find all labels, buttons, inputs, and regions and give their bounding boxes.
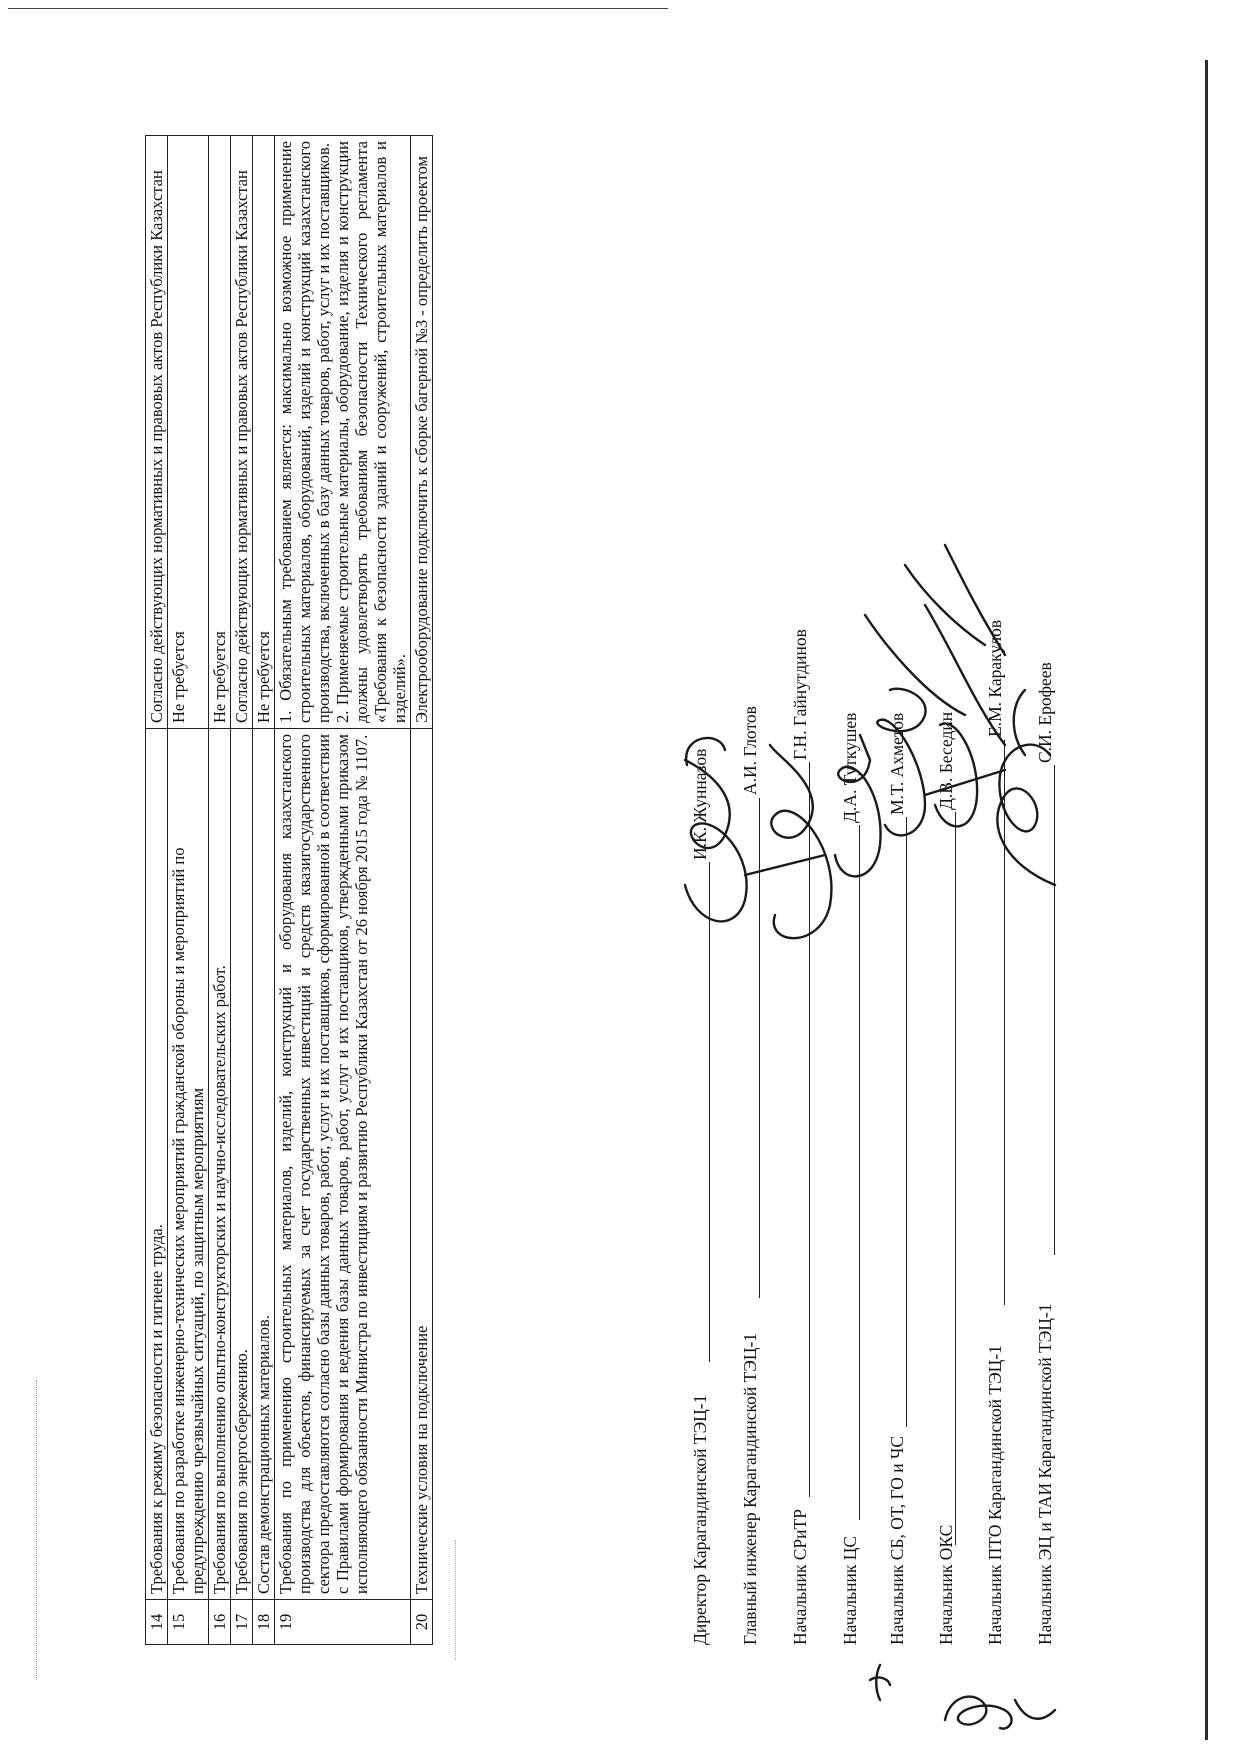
scan-right-edge-line <box>1205 60 1208 1740</box>
row-requirement-name: Технические условия на подключение <box>411 729 433 1600</box>
row-requirement-value: 1. Обязательным требованием является: максимально возможное применение строительных материалов, оборудований, изделий и конструкций казахстанского производства, включенных в базу данных товаров, работ, услуг и их поставщиков. 2. Применяемые строительные материалы, оборудование, изделия и конструкции должны удовлетворять требованиям безопасности Технического регламента «Требования к безопасности зданий и сооружений, строительных материалов и изделий». <box>275 136 411 729</box>
table-row <box>275 136 411 1645</box>
row-requirement-value: Согласно действующих нормативных и правовых актов Республики Казахстан <box>146 136 168 729</box>
row-number: 19 <box>275 1600 411 1645</box>
row-requirement-value: Не требуется <box>253 136 275 729</box>
table-row <box>146 136 168 1645</box>
row-requirement-name: Требования по применению строительных материалов, изделий, конструкций и оборудования казахстанского производства для объектов, финансируемых за счет государственных инвестиций и средств квазигосударственного сектора предоставляются согласно базы данных товаров, работ, услуг и их поставщиков, сформированной в соответствии с Правилами формирования и ведения базы данных товаров, работ, услуг и их поставщиков, утвержденными приказом исполняющего обязанности Министра по инвестициям и развитию Республики Казахстан от 26 ноября 2015 года № 1107. <box>275 729 411 1600</box>
table-row <box>168 136 209 1645</box>
row-requirement-name: Требования к режиму безопасности и гигиене труда. <box>146 729 168 1600</box>
row-number: 18 <box>253 1600 275 1645</box>
row-requirement-name: Требования по энергосбережению. <box>231 729 253 1600</box>
row-requirement-value: Электрооборудование подключить к сборке багерной №3 - определить проектом <box>411 136 433 729</box>
signatory-name: Д.А. Туткушев <box>840 712 860 823</box>
signatory-position: Директор Карагандинской ТЭЦ-1 <box>690 1394 710 1645</box>
table-row <box>411 136 433 1645</box>
signature-scribble-lower <box>965 675 1085 905</box>
signatory-name: Г.Н. Гайнутдинов <box>790 629 810 760</box>
row-number: 17 <box>231 1600 253 1645</box>
scan-left-dots <box>36 1380 37 1680</box>
signatory-name: С.И. Ерофеев <box>1035 662 1055 763</box>
margin-mark <box>860 1660 900 1705</box>
row-requirement-name: Требования по выполнению опытно-конструкторских и научно-исследовательских работ. <box>209 729 231 1600</box>
signatory-position: Начальник СРиТР <box>790 1509 810 1645</box>
signatory-position: Начальник ЭЦ и ТАИ Карагандинской ТЭЦ-1 <box>1035 1303 1055 1645</box>
signatory-name: И.К. Жунназов <box>690 748 710 860</box>
row-number: 20 <box>411 1600 433 1645</box>
row-requirement-name: Состав демонстрационных материалов. <box>253 729 275 1600</box>
signatory-name: М.Т. Ахметов <box>887 712 907 815</box>
row-requirement-value: Согласно действующих нормативных и правовых актов Республики Казахстан <box>231 136 253 729</box>
signatory-position: Начальник ОКС <box>936 1524 956 1645</box>
signatory-position: Начальник ЦС <box>840 1535 860 1645</box>
signatory-position: Главный инженер Карагандинской ТЭЦ-1 <box>740 1332 760 1645</box>
row-number: 15 <box>168 1600 209 1645</box>
signatory-name: Е.М. Каракулов <box>985 619 1005 737</box>
scan-top-edge-line <box>8 8 668 9</box>
signatory-position: Начальник ПТО Карагандинской ТЭЦ-1 <box>985 1345 1005 1645</box>
requirements-table <box>145 135 433 1645</box>
signatory-position: Начальник СБ, ОТ, ГО и ЧС <box>887 1435 907 1645</box>
table-row <box>209 136 231 1645</box>
signatory-name: Д.В. Беседин <box>936 711 956 810</box>
row-number: 16 <box>209 1600 231 1645</box>
row-requirement-value: Не требуется <box>209 136 231 729</box>
row-requirement-value: Не требуется <box>168 136 209 729</box>
row-number: 14 <box>146 1600 168 1645</box>
table-row <box>231 136 253 1645</box>
signatory-name: А.И. Глотов <box>740 706 760 795</box>
row-requirement-name: Требования по разработке инженерно-технических мероприятий гражданской обороны и мероприятий по предупреждению чрезвычайных ситуаций, по защитным мероприятиям <box>168 729 209 1600</box>
table-row <box>253 136 275 1645</box>
rotated-page <box>145 110 1105 1645</box>
margin-signature <box>930 1680 1070 1740</box>
